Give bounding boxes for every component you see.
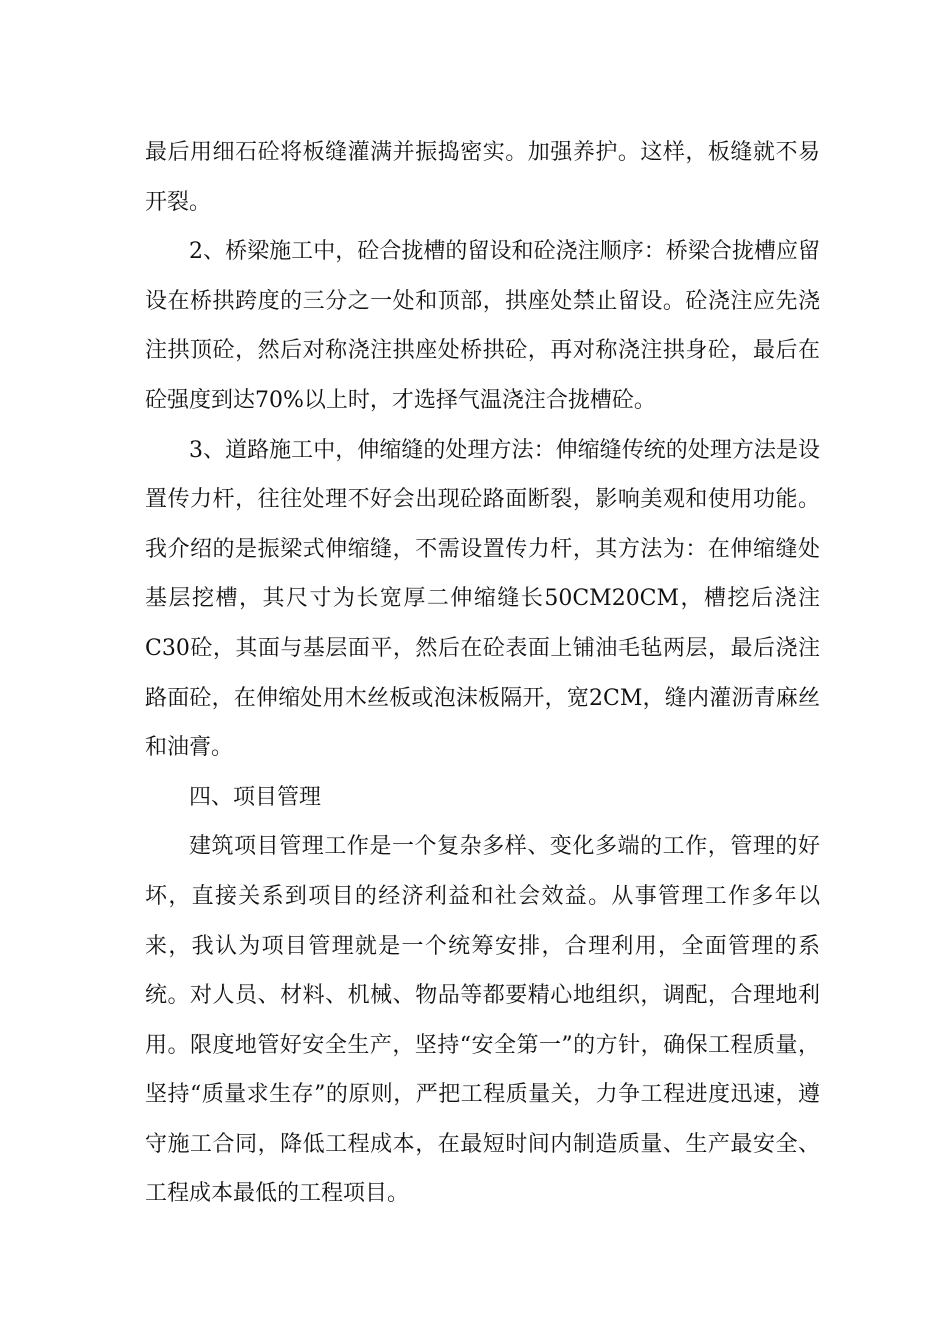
- paragraph-road-expansion-joint: 3、道路施工中，伸缩缝的处理方法：伸缩缝传统的处理方法是设置传力杆，往往处理不好会出现砼路面断裂，影响美观和使用功能。我介绍的是振梁式伸缩缝，不需设置传力杆，其方法为：在伸缩缝处基层挖槽，其尺寸为长宽厚二伸缩缝长50CM20CM，槽挖后浇注C30砼，其面与基层面平，然后在砼表面上铺油毛毡两层，最后浇注路面砼，在伸缩处用木丝板或泡沫板隔开，宽2CM，缝内灌沥青麻丝和油膏。: [145, 437, 820, 761]
- paragraph-bridge-construction: 2、桥梁施工中，砼合拢槽的留设和砼浇注顺序：桥梁合拢槽应留设在桥拱跨度的三分之一处和顶部，拱座处禁止留设。砼浇注应先浇注拱顶砼，然后对称浇注拱座处桥拱砼，再对称浇注拱身砼，最后在砼强度到达70%以上时，才选择气温浇注合拢槽砼。: [145, 239, 820, 413]
- document-body: [145, 128, 820, 1219]
- paragraph-project-management: 建筑项目管理工作是一个复杂多样、变化多端的工作，管理的好坏，直接关系到项目的经济利益和社会效益。从事管理工作多年以来，我认为项目管理就是一个统筹安排，合理利用，全面管理的系统。对人员、材料、机械、物品等都要精心地组织，调配，合理地利用。限度地管好安全生产，坚持“安全第一”的方针，确保工程质量，坚持“质量求生存”的原则，严把工程质量关，力争工程进度迅速，遵守施工合同，降低工程成本，在最短时间内制造质量、生产最安全、工程成本最低的工程项目。: [145, 834, 820, 1207]
- section-heading-project-management: 四、项目管理: [189, 784, 322, 810]
- paragraph-board-seam: 最后用细石砼将板缝灌满并振捣密实。加强养护。这样，板缝就不易开裂。: [145, 140, 820, 215]
